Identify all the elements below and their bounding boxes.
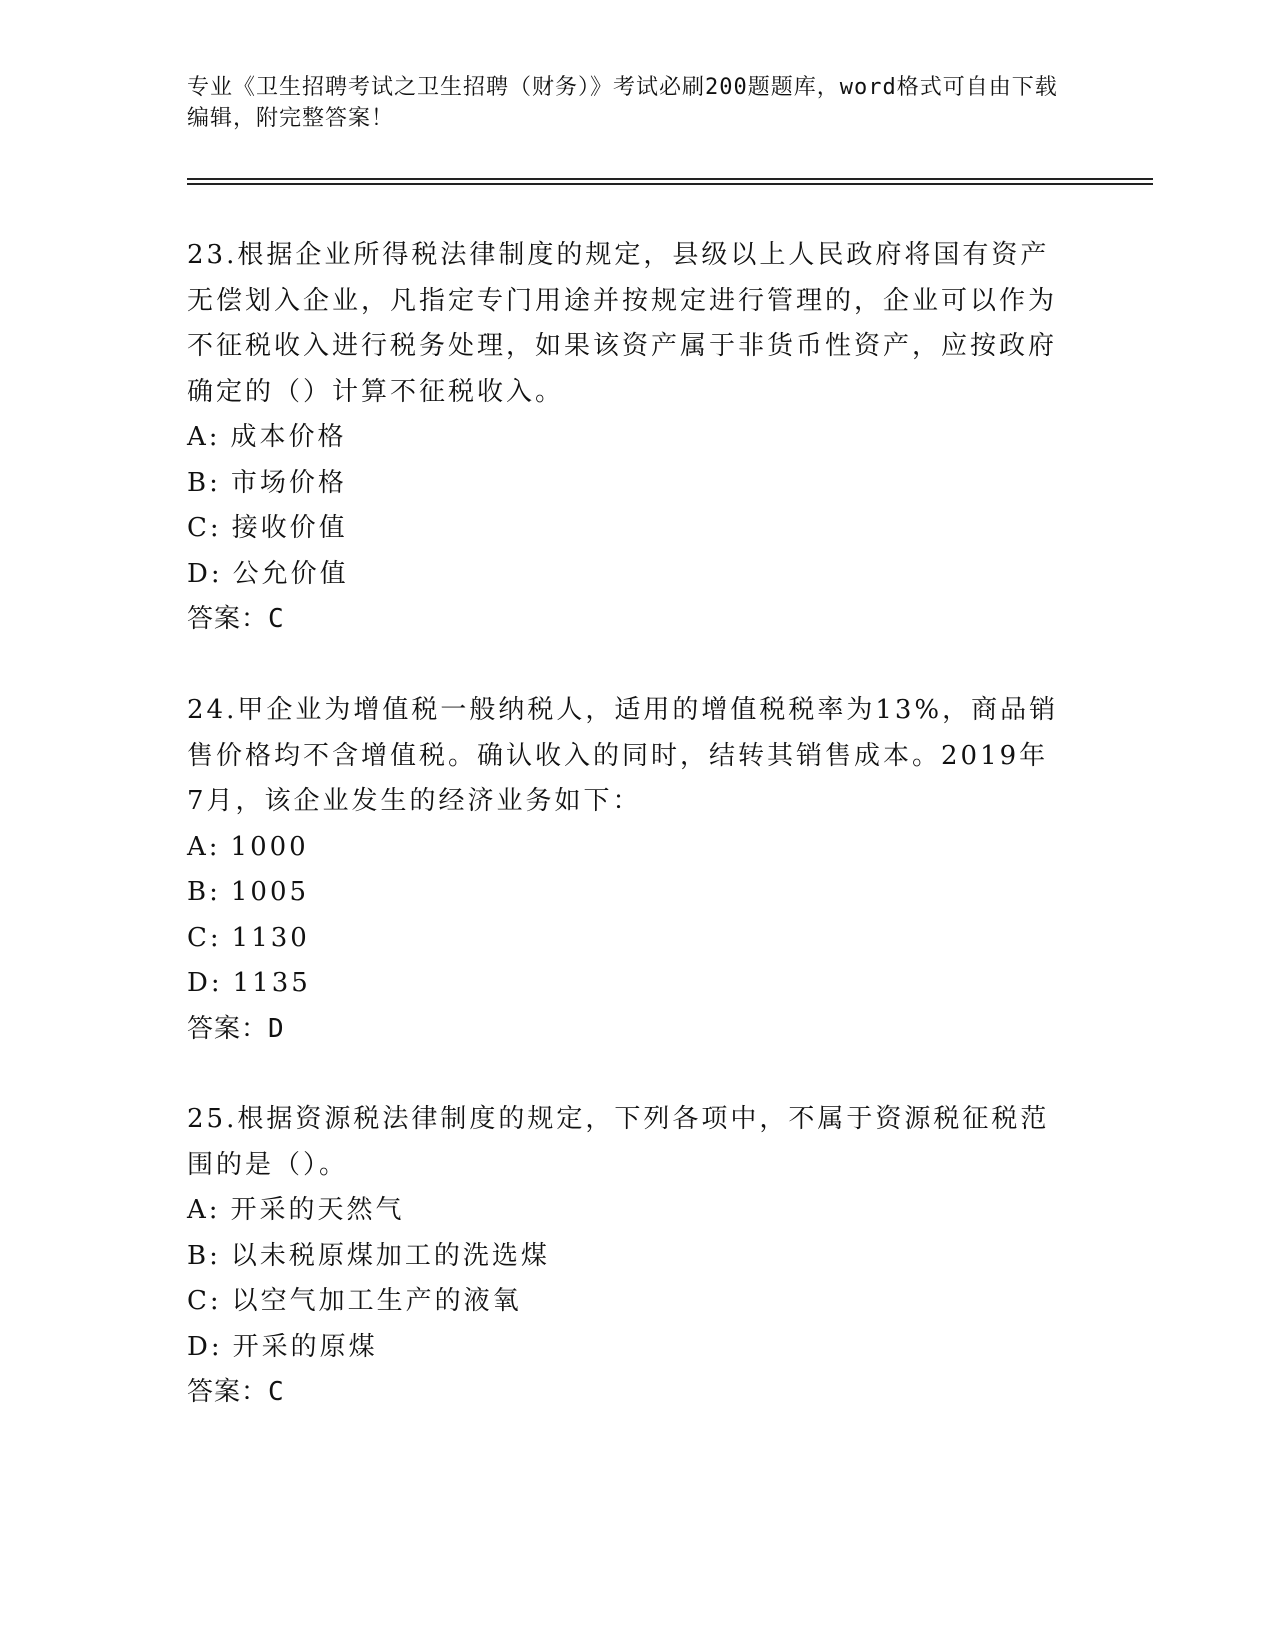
option-key: B:: [187, 467, 221, 498]
header-divider-line-second: [187, 183, 1153, 185]
question-24: [187, 688, 1067, 1052]
option-text: 开采的天然气: [230, 1195, 405, 1225]
option-a: [187, 1188, 1067, 1234]
question-stem: 25.根据资源税法律制度的规定，下列各项中，不属于资源税征税范围的是（）。: [187, 1104, 1050, 1180]
option-key: A:: [187, 422, 221, 452]
option-c: [187, 916, 1067, 962]
question-23: [187, 233, 1067, 643]
option-a: [187, 415, 1067, 461]
option-key: A:: [187, 1195, 221, 1225]
question-stem: 23.根据企业所得税法律制度的规定，县级以上人民政府将国有资产无偿划入企业，凡指定专门用途并按规定进行管理的，企业可以作为不征税收入进行税务处理，如果该资产属于非货币性资产，应按政府确定的（）计算不征税收入。: [187, 240, 1058, 407]
option-key: D:: [187, 1331, 223, 1362]
option-key: B:: [187, 1240, 221, 1271]
option-key: D:: [187, 968, 223, 998]
answer-label: 答案：C: [187, 1377, 285, 1407]
question-25: [187, 1097, 1067, 1416]
option-b: [187, 461, 1067, 507]
option-c: [187, 1279, 1067, 1325]
option-text: 1135: [232, 968, 311, 998]
option-b: [187, 870, 1067, 916]
option-text: 以未税原煤加工的洗选煤: [230, 1240, 550, 1271]
option-text: 市场价格: [230, 467, 347, 498]
option-key: A:: [187, 831, 221, 862]
option-b: [187, 1234, 1067, 1280]
option-text: 公允价值: [232, 558, 349, 589]
question-stem: 24.甲企业为增值税一般纳税人，适用的增值税税率为13%，商品销售价格均不含增值税。确认收入的同时，结转其销售成本。2019年7月，该企业发生的经济业务如下：: [187, 695, 1059, 816]
option-a: [187, 825, 1067, 871]
option-key: C:: [187, 513, 222, 543]
option-c: [187, 506, 1067, 552]
option-key: D:: [187, 558, 223, 589]
option-text: 成本价格: [230, 422, 347, 452]
option-text: 1130: [231, 922, 310, 953]
option-text: 1005: [230, 877, 310, 907]
option-text: 1000: [230, 831, 309, 862]
option-d: [187, 961, 1067, 1007]
option-text: 接收价值: [231, 513, 348, 543]
option-d: [187, 1325, 1067, 1371]
option-key: B:: [187, 877, 221, 907]
option-text: 开采的原煤: [232, 1331, 378, 1362]
header-divider-line: [187, 178, 1153, 180]
option-text: 以空气加工生产的液氧: [231, 1286, 522, 1316]
answer-label: 答案：C: [187, 604, 285, 634]
option-d: [187, 552, 1067, 598]
option-key: C:: [187, 922, 222, 953]
option-key: C:: [187, 1286, 222, 1316]
answer-label: 答案：D: [187, 1013, 285, 1044]
document-header: 专业《卫生招聘考试之卫生招聘（财务）》考试必刷200题题库，word格式可自由下载编辑，附完整答案！: [187, 75, 1058, 131]
